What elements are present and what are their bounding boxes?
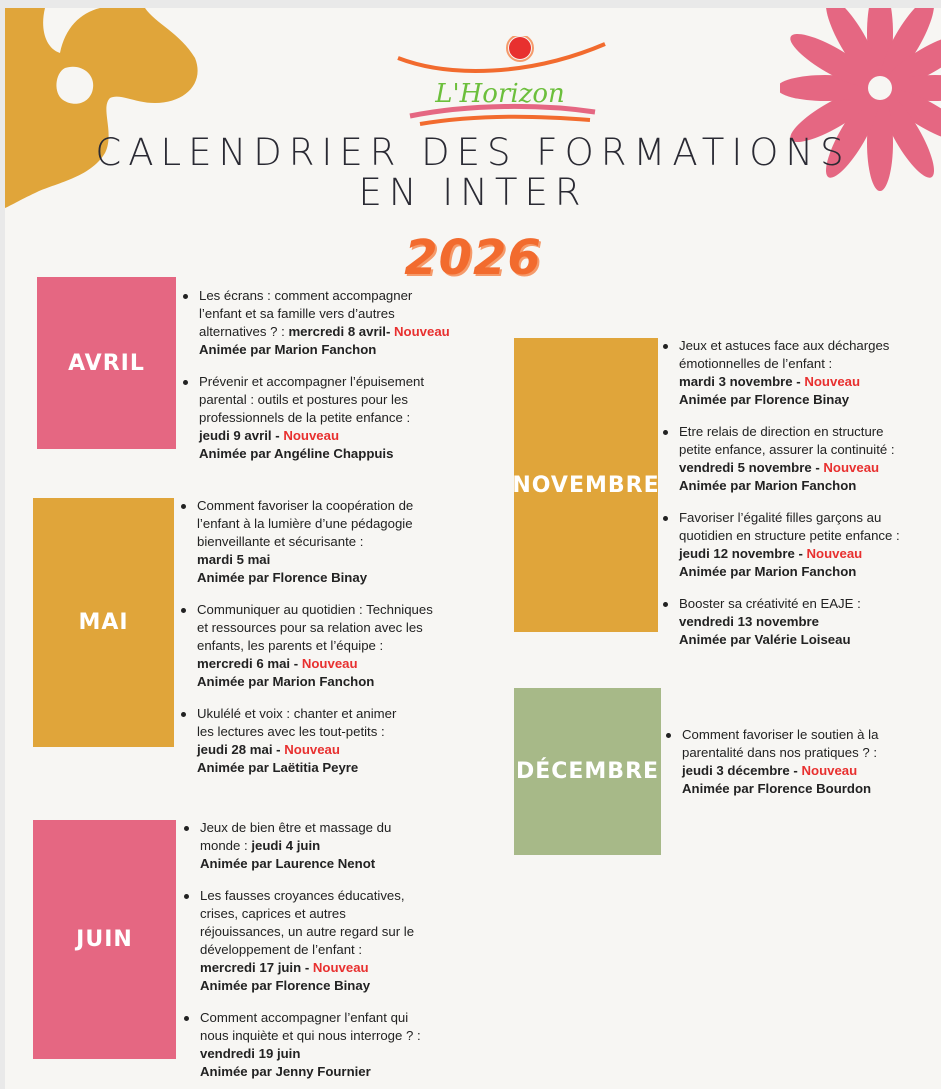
formation-trainer: Animée par Marion Fanchon [679, 478, 857, 493]
formation-date-line [197, 551, 479, 569]
formation-description: petite enfance, assurer la continuité : [679, 442, 895, 457]
month-decembre: DÉCEMBRE [514, 688, 661, 855]
formation-trainer: Animée par Marion Fanchon [679, 564, 857, 579]
formation-date: jeudi 12 novembre [679, 546, 795, 561]
formation-description: nous inquiète et qui nous interroge ? : [200, 1028, 421, 1043]
formation-date: vendredi 5 novembre [679, 460, 812, 475]
formation-date: jeudi 9 avril [199, 428, 272, 443]
formation-description: l’enfant à la lumière d’une pédagogie [197, 516, 413, 531]
formation-date-line [200, 837, 482, 855]
new-badge: Nouveau [283, 428, 340, 443]
formation-date: jeudi 3 décembre [682, 763, 790, 778]
date-separator: - [789, 763, 802, 778]
formation-date-line [199, 427, 481, 445]
formation-date: vendredi 19 juin [200, 1046, 301, 1061]
date-separator: - [301, 960, 313, 975]
formation-item [182, 819, 482, 873]
formation-description: parentalité dans nos pratiques ? : [682, 745, 878, 760]
formation-date-line [679, 373, 941, 391]
formation-date: jeudi 4 juin [251, 838, 321, 853]
formation-trainer: Animée par Florence Bourdon [682, 781, 872, 796]
formation-description: Ukulélé et voix : chanter et animer [197, 706, 397, 721]
new-badge: Nouveau [804, 374, 861, 389]
formation-description: les lectures avec les tout-petits : [197, 724, 385, 739]
formation-description: bienveillante et sécurisante : [197, 534, 364, 549]
formation-item [179, 705, 479, 777]
logo-text: L'Horizon [435, 79, 565, 109]
formation-description: développement de l’enfant : [200, 942, 363, 957]
new-badge: Nouveau [806, 546, 863, 561]
formation-description: Comment accompagner l’enfant qui [200, 1010, 409, 1025]
formation-description: Booster sa créativité en EAJE : [679, 596, 861, 611]
formation-description: crises, caprices et autres [200, 906, 346, 921]
new-badge: Nouveau [284, 742, 340, 757]
formation-trainer: Animée par Valérie Loiseau [679, 632, 851, 647]
formation-date-line [682, 762, 939, 780]
logo-graphic [390, 36, 610, 136]
formation-description: parental : outils et postures pour les [199, 392, 408, 407]
formation-date: mercredi 6 mai [197, 656, 291, 671]
formation-description: Communiquer au quotidien : Techniques [197, 602, 433, 617]
new-badge: Nouveau [823, 460, 880, 475]
formation-description: Favoriser l’égalité filles garçons au [679, 510, 882, 525]
page-title-line1: CALENDRIER DES FORMATIONS [95, 131, 851, 174]
formation-description: quotidien en structure petite enfance : [679, 528, 900, 543]
date-separator: - [811, 460, 824, 475]
month-novembre: NOVEMBRE [514, 338, 658, 632]
formation-trainer: Animée par Florence Binay [679, 392, 850, 407]
formation-date-line [679, 459, 941, 477]
formation-description: Jeux et astuces face aux décharges [679, 338, 890, 353]
juin-formations [182, 819, 482, 1089]
formation-trainer: Animée par Marion Fanchon [197, 674, 375, 689]
formation-date-line [199, 323, 481, 341]
formation-date-line [197, 741, 479, 759]
formation-date-line [679, 545, 941, 563]
avril-formations [181, 287, 481, 477]
formation-item [181, 373, 481, 463]
formation-trainer: Animée par Laëtitia Peyre [197, 760, 359, 775]
formation-date-line [200, 959, 482, 977]
formation-trainer: Animée par Marion Fanchon [199, 342, 377, 357]
formation-description-end: monde : [200, 838, 252, 853]
calendar-page [5, 8, 941, 1089]
formation-date: vendredi 13 novembre [679, 614, 819, 629]
formation-trainer: Animée par Angéline Chappuis [199, 446, 394, 461]
date-separator: - [792, 374, 805, 389]
new-badge: Nouveau [301, 656, 358, 671]
formation-date: mercredi 17 juin [200, 960, 302, 975]
year-label: 2026 [404, 230, 542, 286]
formation-description: Comment favoriser la coopération de [197, 498, 414, 513]
formation-trainer: Animée par Florence Binay [200, 978, 371, 993]
formation-date: mercredi 8 avril- [288, 324, 391, 339]
formation-item [181, 287, 481, 359]
new-badge: Nouveau [801, 763, 858, 778]
decembre-formations [664, 726, 939, 812]
month-avril: AVRIL [37, 277, 176, 449]
date-separator: - [272, 742, 285, 757]
formation-trainer: Animée par Jenny Fournier [200, 1064, 371, 1079]
formation-description: Prévenir et accompagner l’épuisement [199, 374, 425, 389]
formation-description: réjouissances, un autre regard sur le [200, 924, 415, 939]
formation-description: Etre relais de direction en structure [679, 424, 884, 439]
formation-item [661, 423, 941, 495]
formation-trainer: Animée par Florence Binay [197, 570, 368, 585]
formation-item [661, 595, 941, 649]
formation-item [661, 509, 941, 581]
formation-description-end: alternatives ? : [199, 324, 289, 339]
page-title-line2: EN INTER [358, 171, 588, 214]
novembre-formations [661, 337, 941, 663]
formation-item [179, 601, 479, 691]
date-separator: - [794, 546, 807, 561]
date-separator: - [290, 656, 302, 671]
month-mai: MAI [33, 498, 174, 747]
formation-item [182, 887, 482, 995]
formation-date-line [679, 613, 941, 631]
formation-date-line [200, 1045, 482, 1063]
formation-description: et ressources pour sa relation avec les [197, 620, 423, 635]
mai-formations [179, 497, 479, 791]
new-badge: Nouveau [394, 324, 450, 339]
formation-description: enfants, les parents et l’équipe : [197, 638, 384, 653]
formation-date: mardi 3 novembre [679, 374, 793, 389]
formation-item [179, 497, 479, 587]
formation-item [661, 337, 941, 409]
formation-description: professionnels de la petite enfance : [199, 410, 411, 425]
formation-date-line [197, 655, 479, 673]
formation-trainer: Animée par Laurence Nenot [200, 856, 376, 871]
formation-date: mardi 5 mai [197, 552, 271, 567]
formation-item [182, 1009, 482, 1081]
month-juin: JUIN [33, 820, 176, 1059]
formation-item [664, 726, 939, 798]
formation-description: Jeux de bien être et massage du [200, 820, 392, 835]
new-badge: Nouveau [312, 960, 369, 975]
logo [390, 36, 610, 136]
formation-description: Les écrans : comment accompagner [199, 288, 413, 303]
formation-description: Comment favoriser le soutien à la [682, 727, 879, 742]
formation-description: émotionnelles de l’enfant : [679, 356, 833, 371]
formation-description: l’enfant et sa famille vers d’autres [199, 306, 395, 321]
date-separator: - [271, 428, 284, 443]
formation-description: Les fausses croyances éducatives, [200, 888, 405, 903]
formation-date: jeudi 28 mai [197, 742, 273, 757]
